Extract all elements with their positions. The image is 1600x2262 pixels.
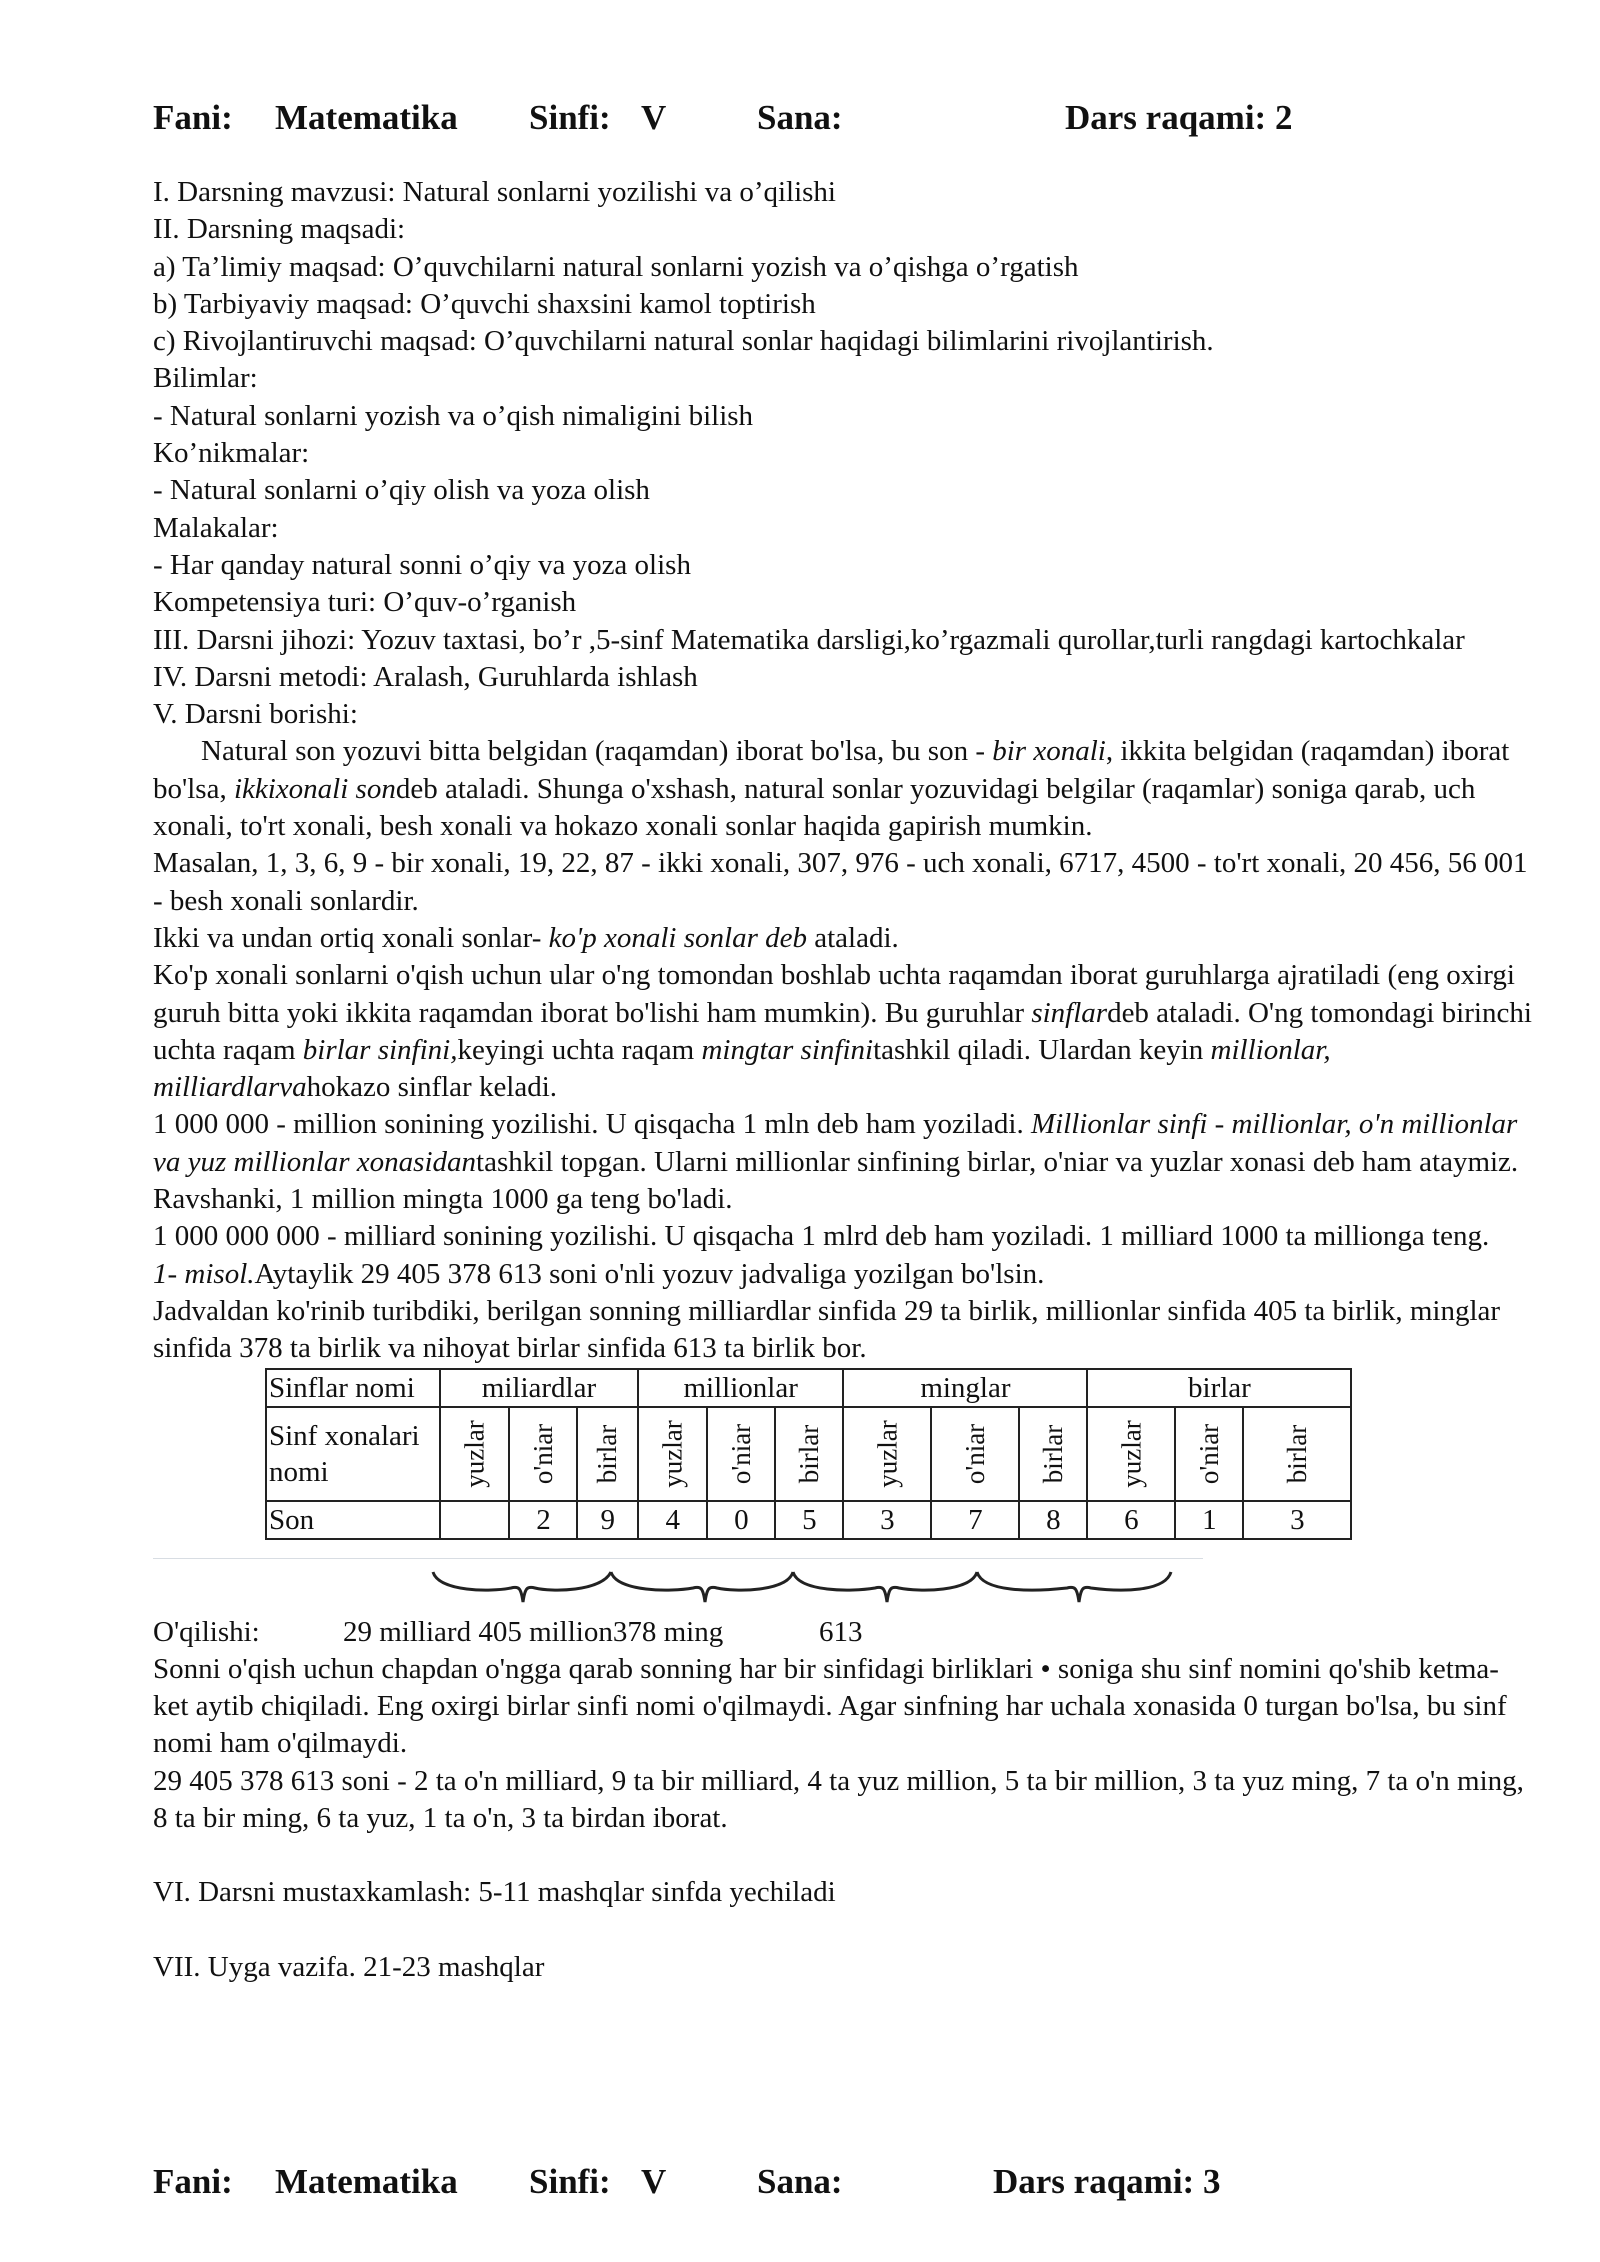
grouping-braces <box>153 1540 1533 1614</box>
table-cell: minglar <box>843 1369 1087 1407</box>
reading-label: O'qilishi: <box>153 1615 260 1648</box>
table-cell: Sinf xonalari nomi <box>266 1407 440 1501</box>
reinforcement-line: VI. Darsni mustaxkamlash: 5-11 mashqlar sinfda yechiladi <box>153 1876 836 1909</box>
table-cell: o'niar <box>1175 1407 1243 1501</box>
goal-b: b) Tarbiyaviy maqsad: O’quvchi shaxsini kamol toptirish <box>153 287 816 320</box>
subject-value: Matematika <box>275 2162 458 2201</box>
paragraph-8: Jadvaldan ko'rinib turibdiki, berilgan sonning milliardlar sinfida 29 ta birlik, millionlar sinfida 405 ta birlik, minglar sinfida 378 ta birlik va nihoyat birlar sinfida 613 ta birlik bor. <box>153 1294 1501 1365</box>
table-cell: 9 <box>577 1501 637 1539</box>
abilities-item: - Har qanday natural sonni o’qiy va yoza olish <box>153 548 691 581</box>
knowledge-item: - Natural sonlarni yozish va o’qish nimaligini bilish <box>153 399 754 432</box>
paragraph-9: Sonni o'qish uchun chapdan o'ngga qarab sonning har bir sinfidagi birliklari • soniga shu sinf nomini qo'shib ketma-ket aytib chiqiladi. Eng oxirgi birlar sinfi nomi o'qilmaydi. Agar sinfning har uchala xonasida 0 turgan bo'lsa, bu sinf nomi ham o'qilmaydi. <box>153 1652 1507 1760</box>
skills-heading: Ko’nikmalar: <box>153 437 310 470</box>
grade-label: Sinfi: <box>529 2162 611 2201</box>
reading-units: 613 <box>819 1615 863 1648</box>
table-cell: Sinflar nomi <box>266 1369 440 1407</box>
lesson-topic: I. Darsning mavzusi: Natural sonlarni yozilishi va o’qilishi <box>153 176 836 208</box>
table-cell: miliardlar <box>440 1369 638 1407</box>
goals-heading: II. Darsning maqsadi: <box>153 213 406 246</box>
method-line: IV. Darsni metodi: Aralash, Guruhlarda ishlash <box>153 660 698 693</box>
equipment-line: III. Darsni jihozi: Yozuv taxtasi, bo’r ,5-sinf Matematika darsligi,ko’rgazmali qurollar,turli rangdagi kartochkalar <box>153 623 1465 656</box>
table-cell: Son <box>266 1501 440 1539</box>
table-cell: birlar <box>1019 1407 1087 1501</box>
date-label: Sana: <box>757 98 843 137</box>
paragraph-1: Natural son yozuvi bitta belgidan (raqamdan) iborat bo'lsa, bu son - bir xonali, ikkita belgidan (raqamdan) iborat bo'lsa, ikkixonali sondeb ataladi. Shunga o'xshash, natural sonlar yozuvidagi belgilar (raqamlar) soniga qarab, uch xonali, to'rt xonali, besh xonali va hokazo xonali sonlar haqida gapirish mumkin. <box>153 735 1510 843</box>
paragraph-2: Masalan, 1, 3, 6, 9 - bir xonali, 19, 22, 87 - ikki xonali, 307, 976 - uch xonali, 6717, 4500 - to'rt xonali, 20 456, 56 001 - besh xonali sonlardir. <box>153 847 1528 917</box>
table-cell: millionlar <box>638 1369 843 1407</box>
lesson-number: Dars raqami: 2 <box>1065 98 1293 137</box>
table-cell: 3 <box>843 1501 931 1539</box>
paragraph-6: 1 000 000 000 - milliard sonining yozilishi. U qisqacha 1 mlrd deb ham yoziladi. 1 milliard 1000 ta millionga teng. <box>153 1220 1490 1253</box>
skills-item: - Natural sonlarni o’qiy olish va yoza olish <box>153 474 650 507</box>
table-cell: yuzlar <box>1087 1407 1175 1501</box>
table-cell: yuzlar <box>440 1407 509 1501</box>
table-cell: 1 <box>1175 1501 1243 1539</box>
curly-brace-icon <box>431 1566 1351 1610</box>
table-cell: yuzlar <box>843 1407 931 1501</box>
table-cell: 2 <box>509 1501 577 1539</box>
table-cell: yuzlar <box>638 1407 707 1501</box>
paragraph-5: 1 000 000 - million sonining yozilishi. U qisqacha 1 mln deb ham yoziladi. Millionlar sinfi - millionlar, o'n millionlar va yuz millionlar xonasidantashkil topgan. Ularni millionlar sinfining birlar, o'niar va yuzlar xonasi deb ham ataymiz. Ravshanki, 1 million mingta 1000 ga teng bo'ladi. <box>153 1108 1519 1216</box>
table-cell: 3 <box>1243 1501 1351 1539</box>
table-cell: birlar <box>1243 1407 1351 1501</box>
divider-line <box>153 1558 1203 1559</box>
table-row <box>266 1369 1351 1407</box>
subject-label: Fani: <box>153 2162 233 2201</box>
paragraph-4: Ko'p xonali sonlarni o'qish uchun ular o'ng tomondan boshlab uchta raqamdan iborat guruhlarga ajratiladi (eng oxirgi guruh bitta yoki ikkita raqamdan iborat bo'lishi ham mumkin). Bu guruhlar sinflardeb ataladi. O'ng tomondagi birinchi uchta raqam birlar sinfini,keyingi uchta raqam mingtar sinfinitashkil qiladi. Ulardan keyin millionlar, milliardlarvahokazo sinflar keladi. <box>153 959 1532 1104</box>
table-cell: o'niar <box>931 1407 1019 1501</box>
table-cell <box>440 1501 509 1539</box>
grade-value: V <box>641 2162 667 2201</box>
reading-value: 29 milliard 405 million378 ming <box>343 1615 724 1648</box>
grade-value: V <box>641 98 667 137</box>
place-value-table <box>265 1368 1352 1540</box>
paragraph-10: 29 405 378 613 soni - 2 ta o'n milliard, 9 ta bir milliard, 4 ta yuz million, 5 ta bir million, 3 ta yuz ming, 7 ta o'n ming, 8 ta bir ming, 6 ta yuz, 1 ta o'n, 3 ta birdan iborat. <box>153 1764 1524 1834</box>
lesson-body <box>153 174 1533 1986</box>
reading-line <box>153 1614 1533 1651</box>
example-1: 1- misol.Aytaylik 29 405 378 613 soni o'nli yozuv jadvaliga yozilgan bo'lsin. <box>153 1257 1045 1290</box>
table-cell: 4 <box>638 1501 707 1539</box>
table-cell: 6 <box>1087 1501 1175 1539</box>
abilities-heading: Malakalar: <box>153 511 279 544</box>
table-row <box>266 1407 1351 1501</box>
table-cell: birlar <box>577 1407 637 1501</box>
table-cell: 5 <box>775 1501 843 1539</box>
subject-value: Matematika <box>275 98 458 137</box>
goal-a: a) Ta’limiy maqsad: O’quvchilarni natural sonlarni yozish va o’qishga o’rgatish <box>153 250 1079 283</box>
table-cell: o'niar <box>509 1407 577 1501</box>
lesson-number: Dars raqami: 3 <box>993 2162 1221 2201</box>
process-heading: V. Darsni borishi: <box>153 698 358 731</box>
table-cell: birlar <box>775 1407 843 1501</box>
homework-line: VII. Uyga vazifa. 21-23 mashqlar <box>153 1950 545 1983</box>
table-cell: 7 <box>931 1501 1019 1539</box>
paragraph-3: Ikki va undan ortiq xonali sonlar- ko'p xonali sonlar deb ataladi. <box>153 921 899 954</box>
competence-line: Kompetensiya turi: O’quv-o’rganish <box>153 586 577 619</box>
subject-label: Fani: <box>153 98 233 137</box>
table-cell: birlar <box>1087 1369 1351 1407</box>
grade-label: Sinfi: <box>529 98 611 137</box>
table-cell: 8 <box>1019 1501 1087 1539</box>
table-cell: 0 <box>707 1501 775 1539</box>
table-cell: o'niar <box>707 1407 775 1501</box>
goal-c: c) Rivojlantiruvchi maqsad: O’quvchilarni natural sonlar haqidagi bilimlarini rivojlantirish. <box>153 325 1214 358</box>
table-row <box>266 1501 1351 1539</box>
date-label: Sana: <box>757 2162 843 2201</box>
knowledge-heading: Bilimlar: <box>153 362 258 395</box>
